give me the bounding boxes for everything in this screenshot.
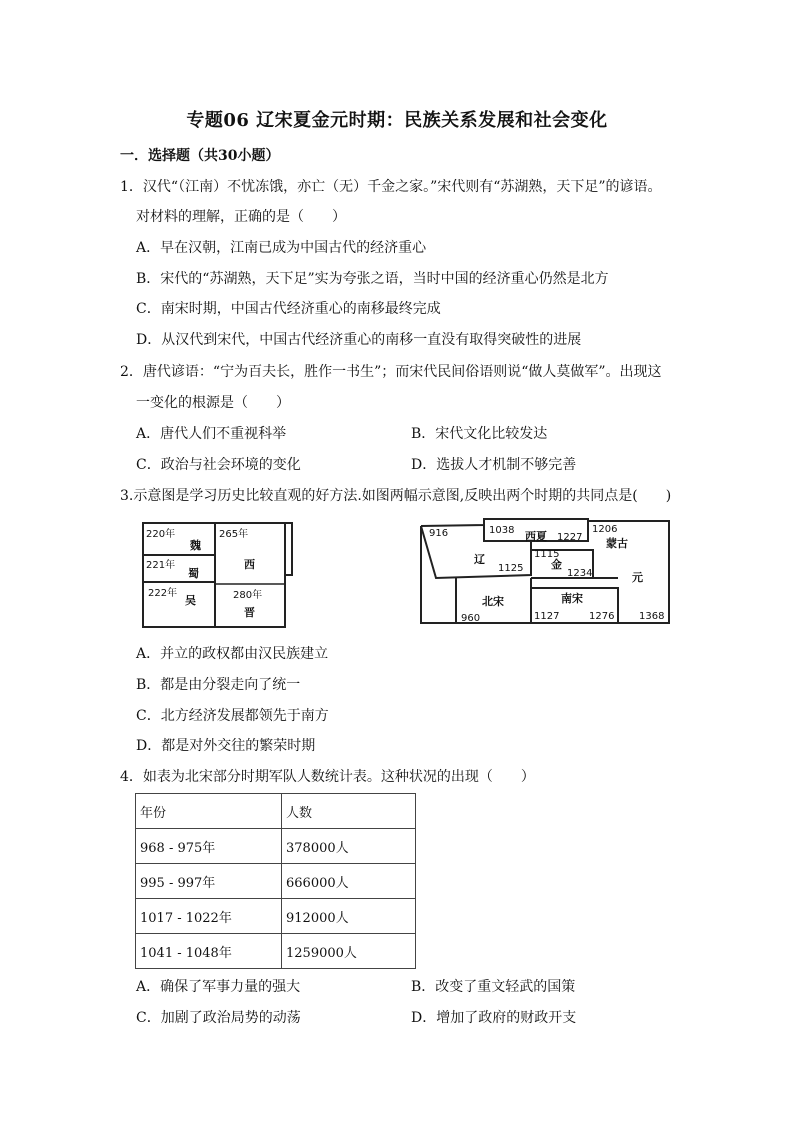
q2-option-b: B．宋代文化比较发达	[411, 426, 548, 442]
y1227-label: 1227	[557, 532, 583, 543]
q4-stem: 4．如表为北宋部分时期军队人数统计表。这种状况的出现（ ）	[120, 769, 535, 785]
liao-label: 辽	[474, 553, 485, 566]
table-row	[136, 864, 416, 899]
q1-option-b: B．宋代的“苏湖熟，天下足”实为夸张之语，当时中国的经济重心仍然是北方	[136, 271, 609, 287]
jin-year-label: 280年	[233, 590, 263, 601]
beisong-label: 北宋	[482, 595, 504, 608]
shu-label: 蜀	[188, 567, 199, 580]
q2-stem-line1: 2．唐代谚语：“宁为百夫长，胜作一书生”；而宋代民间俗语则说“做人莫做军”。出现这	[120, 364, 662, 380]
three-kingdoms-diagram	[140, 520, 300, 632]
y1368-label: 1368	[639, 611, 665, 622]
yuan-label: 元	[632, 571, 643, 584]
q1-stem-line2: 对材料的理解，正确的是（ ）	[136, 209, 346, 225]
q3-option-c: C．北方经济发展都领先于南方	[136, 708, 329, 724]
y1276-label: 1276	[589, 611, 615, 622]
menggu-label: 蒙古	[606, 537, 628, 550]
y1038-label: 1038	[489, 525, 515, 536]
page-title: 专题06 辽宋夏金元时期：民族关系发展和社会变化	[186, 110, 608, 131]
xixia-label: 西夏	[525, 530, 547, 543]
y916-label: 916	[429, 528, 449, 539]
table-cell-count: 912000人	[282, 899, 416, 934]
y1125-label: 1125	[498, 563, 524, 574]
q2-stem-line2: 一变化的根源是（ ）	[136, 395, 290, 411]
table-cell-year: 995 - 997年	[136, 864, 282, 899]
table-row	[136, 899, 416, 934]
q2-option-d: D．选拔人才机制不够完善	[411, 457, 577, 473]
xi-label: 西	[244, 558, 255, 571]
table-cell-count: 1259000人	[282, 934, 416, 969]
q3-stem: 3.示意图是学习历史比较直观的好方法.如图两幅示意图,反映出两个时期的共同点是( )	[120, 488, 672, 504]
q4-option-a: A．确保了军事力量的强大	[136, 979, 301, 995]
wu-label: 吴	[185, 594, 196, 607]
y1127-label: 1127	[534, 611, 560, 622]
q4-option-c: C．加剧了政治局势的动荡	[136, 1010, 301, 1026]
y1234-label: 1234	[567, 568, 593, 579]
wei-label: 魏	[190, 539, 201, 552]
y1115-label: 1115	[534, 549, 560, 560]
table-header-row	[136, 794, 416, 829]
army-size-table	[135, 793, 416, 969]
q1-option-d: D．从汉代到宋代，中国古代经济重心的南移一直没有取得突破性的进展	[136, 332, 582, 348]
liao-song-xia-jin-diagram	[418, 515, 674, 627]
wei-year-label: 220年	[146, 529, 176, 540]
q3-option-b: B．都是由分裂走向了统一	[136, 677, 301, 693]
section-heading: 一．选择题（共30小题）	[120, 148, 280, 164]
q2-option-a: A．唐代人们不重视科举	[136, 426, 287, 442]
q1-option-c: C．南宋时期，中国古代经济重心的南移最终完成	[136, 301, 441, 317]
table-cell-year: 1041 - 1048年	[136, 934, 282, 969]
xi-year-label: 265年	[219, 529, 249, 540]
nansong-label: 南宋	[561, 592, 583, 605]
y960-label: 960	[461, 613, 481, 624]
table-row	[136, 934, 416, 969]
shu-year-label: 221年	[146, 560, 176, 571]
jin-label: 晋	[244, 606, 255, 619]
table-cell-count: 378000人	[282, 829, 416, 864]
q4-option-d: D．增加了政府的财政开支	[411, 1010, 577, 1026]
y1206-label: 1206	[592, 524, 618, 535]
q1-option-a: A．早在汉朝，江南已成为中国古代的经济重心	[136, 240, 427, 256]
q2-option-c: C．政治与社会环境的变化	[136, 457, 301, 473]
q4-option-b: B．改变了重文轻武的国策	[411, 979, 576, 995]
table-cell-year: 1017 - 1022年	[136, 899, 282, 934]
q3-option-d: D．都是对外交往的繁荣时期	[136, 738, 316, 754]
table-header-year: 年份	[136, 794, 282, 829]
wu-year-label: 222年	[148, 588, 178, 599]
jin2-label: 金	[551, 558, 562, 571]
table-row	[136, 829, 416, 864]
table-cell-year: 968 - 975年	[136, 829, 282, 864]
table-header-count: 人数	[282, 794, 416, 829]
q1-stem-line1: 1．汉代“（江南）不忧冻饿，亦亡（无）千金之家。”宋代则有“苏湖熟，天下足”的谚语。	[120, 179, 662, 195]
table-cell-count: 666000人	[282, 864, 416, 899]
q3-option-a: A．并立的政权都由汉民族建立	[136, 646, 329, 662]
